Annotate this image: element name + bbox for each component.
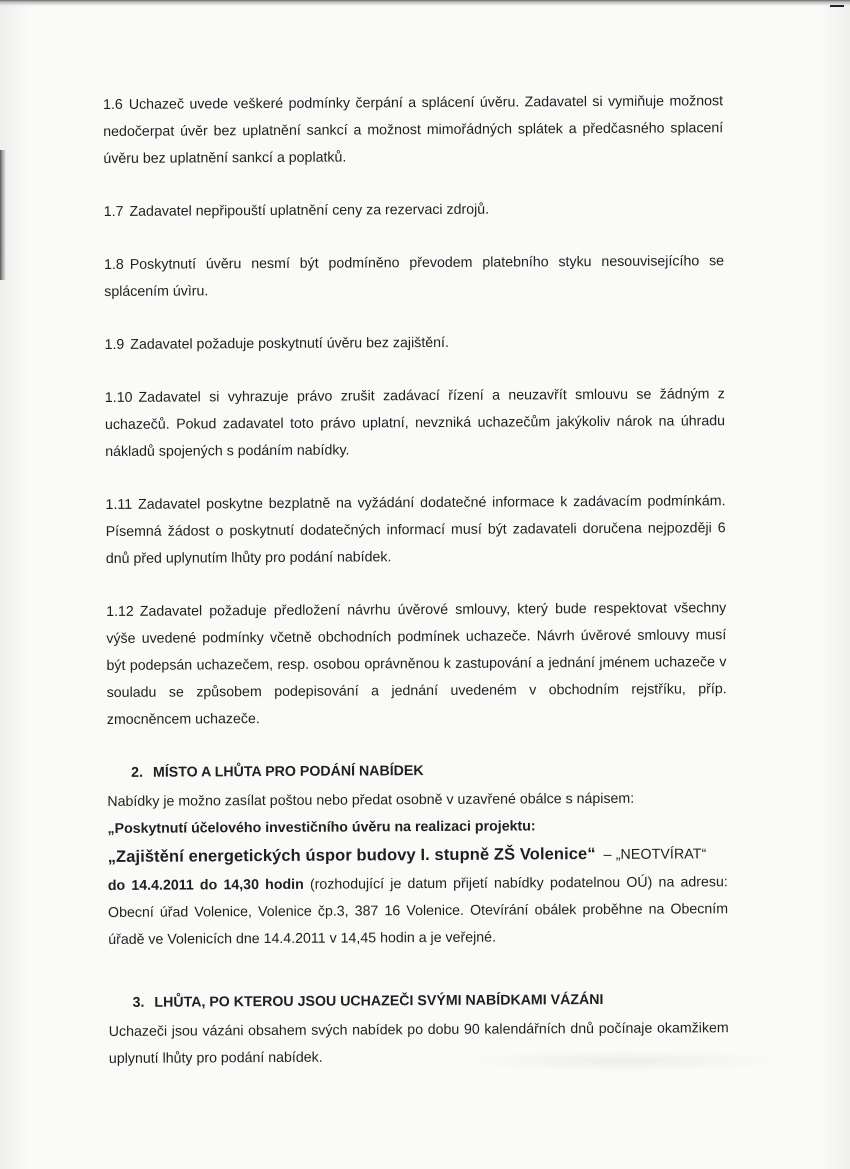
scan-top-edge — [0, 0, 850, 6]
paragraph-1-9 — [104, 328, 724, 359]
section-3-heading — [132, 986, 728, 1017]
section-2-intro: Nabídky je možno zasílat poštou nebo předat osobně v uzavřené obálce s nápisem: — [107, 790, 635, 810]
deadline-details: (rozhodující je datum přijetí nabídky podatelnou OÚ) na adresu: Obecní úřad Volenice, Volenice čp.3, 387 16 Volenice. Otevírání obálek proběhne na Obecním úřadě ve Volenicích dne 14.4.2011 v 14,45 hodin a je veřejné. — [107, 874, 729, 948]
paragraph-number: 1.7 — [103, 203, 124, 220]
paragraph-1-12 — [106, 595, 727, 734]
paragraph-text: Zadavatel požaduje poskytnutí úvěru bez zajištění. — [130, 334, 449, 353]
paragraph-1-8 — [104, 248, 724, 306]
paragraph-text: Zadavatel poskytne bezplatně na vyžádání dodatečné informace k zadávacím podmínkám. Písemná žádost o poskytnutí dodatečných informací musí být zadavateli doručena nejpozději 6 dnů před uplynutím lhůty pro podání nabídek. — [105, 493, 726, 567]
paragraph-number: 1.6 — [103, 96, 123, 113]
section-title: MÍSTO A LHŮTA PRO PODÁNÍ NABÍDEK — [152, 763, 424, 781]
paragraph-number: 1.9 — [104, 336, 125, 353]
section-3-text: Uchazeči jsou vázáni obsahem svých nabídek po dobu 90 kalendářních dnů počínaje okamžikem uplynutí lhůty pro podání nabídek. — [108, 1020, 729, 1067]
paragraph-number: 1.12 — [106, 603, 134, 620]
paragraph-text: Zadavatel požaduje předložení návrhu úvěrové smlouvy, který bude respektovat všechny výše uvedené podmínky včetně obchodních podmínek uchazeče. Návrh úvěrové smlouvy musí být podepsán uchazečem, resp. osobou oprávněnou k zastupování a jednání jménem uchazeče v souladu se způsobem podepisování a jednání uvedeném v obchodním rejstříku, příp. zmocněncem uchazeče. — [106, 600, 727, 728]
paragraph-text: Zadavatel nepřipouští uplatnění ceny za rezervaci zdrojů. — [129, 201, 490, 220]
section-title: LHŮTA, PO KTEROU JSOU UCHAZEČI SVÝMI NABÍDKAMI VÁZÁNI — [154, 991, 604, 1011]
paragraph-text: Poskytnutí úvěru nesmí být podmíněno převodem platebního styku nesouvisejícího se splácením úvìru. — [104, 253, 725, 300]
section-2-envelope-label: „Poskytnutí účelového investičního úvěru na realizaci projektu: — [107, 818, 536, 837]
do-not-open-note: – „NEOTVÍRAT“ — [603, 846, 707, 863]
paragraph-text: Zadavatel si vyhrazuje právo zrušit zadávací řízení a neuzavřít smlouvu se žádným z uchazečů. Pokud zadavatel toto právo uplatní, nevzniká uchazečům jakýkoliv nárok na úhradu nákladů spojených s podáním nabídky. — [104, 386, 726, 460]
paragraph-number: 1.10 — [104, 389, 133, 406]
section-2-project-title — [108, 839, 728, 873]
project-title-text: „Zajištění energetických úspor budovy I. stupně ZŠ Volenice“ — [107, 845, 596, 866]
document-body — [103, 88, 729, 1073]
section-2-heading — [131, 756, 727, 787]
section-2-deadline — [108, 869, 728, 954]
section-number: 2. — [131, 764, 144, 781]
paragraph-number: 1.8 — [104, 256, 124, 273]
paragraph-text: Uchazeč uvede veškeré podmínky čerpání a splácení úvěru. Zadavatel si vymiňuje možnost nedočerpat úvěr bez uplatnění sankcí a možnost mimořádných splátek a předčasného splacení úvěru bez uplatnění sankcí a poplatků. — [103, 93, 724, 167]
section-number: 3. — [132, 994, 145, 1011]
paragraph-1-10 — [105, 381, 725, 466]
scan-left-edge — [0, 150, 6, 280]
scan-corner-mark — [830, 5, 844, 7]
deadline-date: do 14.4.2011 do 14,30 hodin — [107, 876, 304, 894]
paragraph-1-11 — [105, 488, 725, 573]
paragraph-number: 1.11 — [105, 496, 133, 513]
paragraph-1-7 — [104, 195, 724, 226]
paragraph-1-6 — [103, 88, 723, 173]
